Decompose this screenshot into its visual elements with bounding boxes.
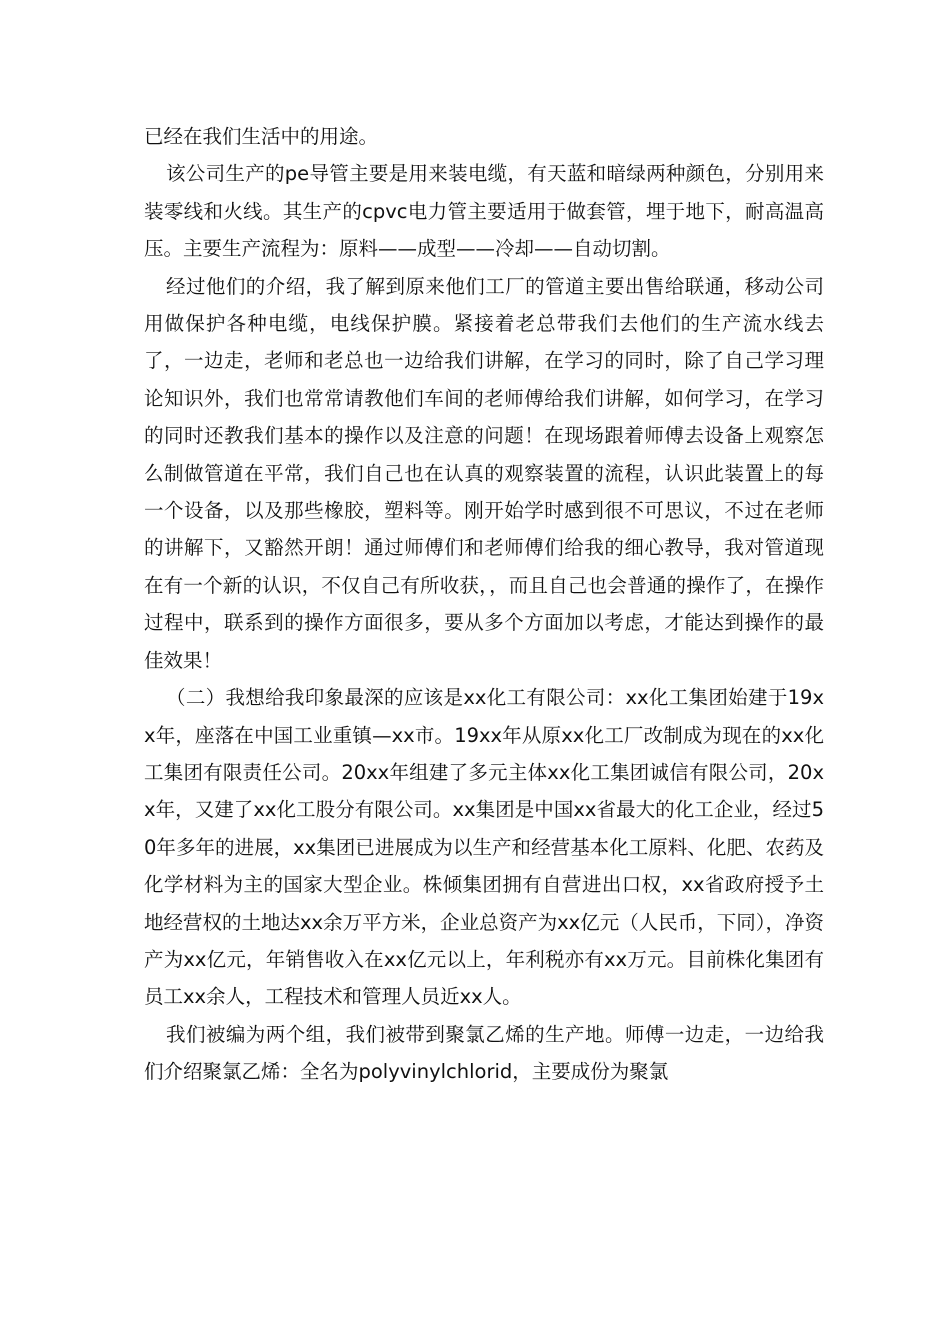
paragraph-chemical-company: （二）我想给我印象最深的应该是xx化工有限公司：xx化工集团始建于19xx年，座落在中国工业重镇—xx市。19xx年从原xx化工厂改制成为现在的xx化工集团有限责任公司。20xx年组建了多元主体xx化工集团诚信有限公司，20xx年，又建了xx化工股分有限公司。xx集团是中国xx省最大的化工企业，经过50年多年的进展，xx集团已进展成为以生产和经营基本化工原料、化肥、农药及化学材料为主的国家大型企业。株倾集团拥有自营进出口权，xx省政府授予土地经营权的土地达xx余万平方米，企业总资产为xx亿元（人民币，下同），净资产为xx亿元，年销售收入在xx亿元以上，年利税亦有xx万元。目前株化集团有员工xx余人，工程技术和管理人员近xx人。 xyxy=(144,686,824,1009)
paragraph-factory-visit: 经过他们的介绍，我了解到原来他们工厂的管道主要出售给联通，移动公司用做保护各种电缆，电线保护膜。紧接着老总带我们去他们的生产流水线去了，一边走，老师和老总也一边给我们讲解，在学习的同时，除了自己学习理论知识外，我们也常常请教他们车间的老师傅给我们讲解，如何学习，在学习的同时还教我们基本的操作以及注意的问题！在现场跟着师傅去设备上观察怎么制做管道在平常，我们自己也在认真的观察装置的流程，认识此装置上的每一个设备，以及那些橡胶，塑料等。刚开始学时感到很不可思议，不过在老师的讲解下，又豁然开朗！通过师傅们和老师傅们给我的细心教导，我对管道现在有一个新的认识，不仅自己有所收获，，而且自己也会普通的操作了，在操作过程中，联系到的操作方面很多，要从多个方面加以考虑，才能达到操作的最佳效果！ xyxy=(144,274,824,672)
paragraph-pe-conduit: 该公司生产的pe导管主要是用来装电缆，有天蓝和暗绿两种颜色，分别用来装零线和火线。其生产的cpvc电力管主要适用于做套管，埋于地下，耐高温高压。主要生产流程为：原料——成型——冷却——自动切割。 xyxy=(144,162,824,261)
paragraph-continuation: 已经在我们生活中的用途。 xyxy=(144,125,379,148)
paragraph-pvc-intro: 我们被编为两个组，我们被带到聚氯乙烯的生产地。师傅一边走，一边给我们介绍聚氯乙烯：全名为polyvinylchlorid，主要成份为聚氯 xyxy=(144,1022,824,1084)
document-body xyxy=(144,118,824,1091)
